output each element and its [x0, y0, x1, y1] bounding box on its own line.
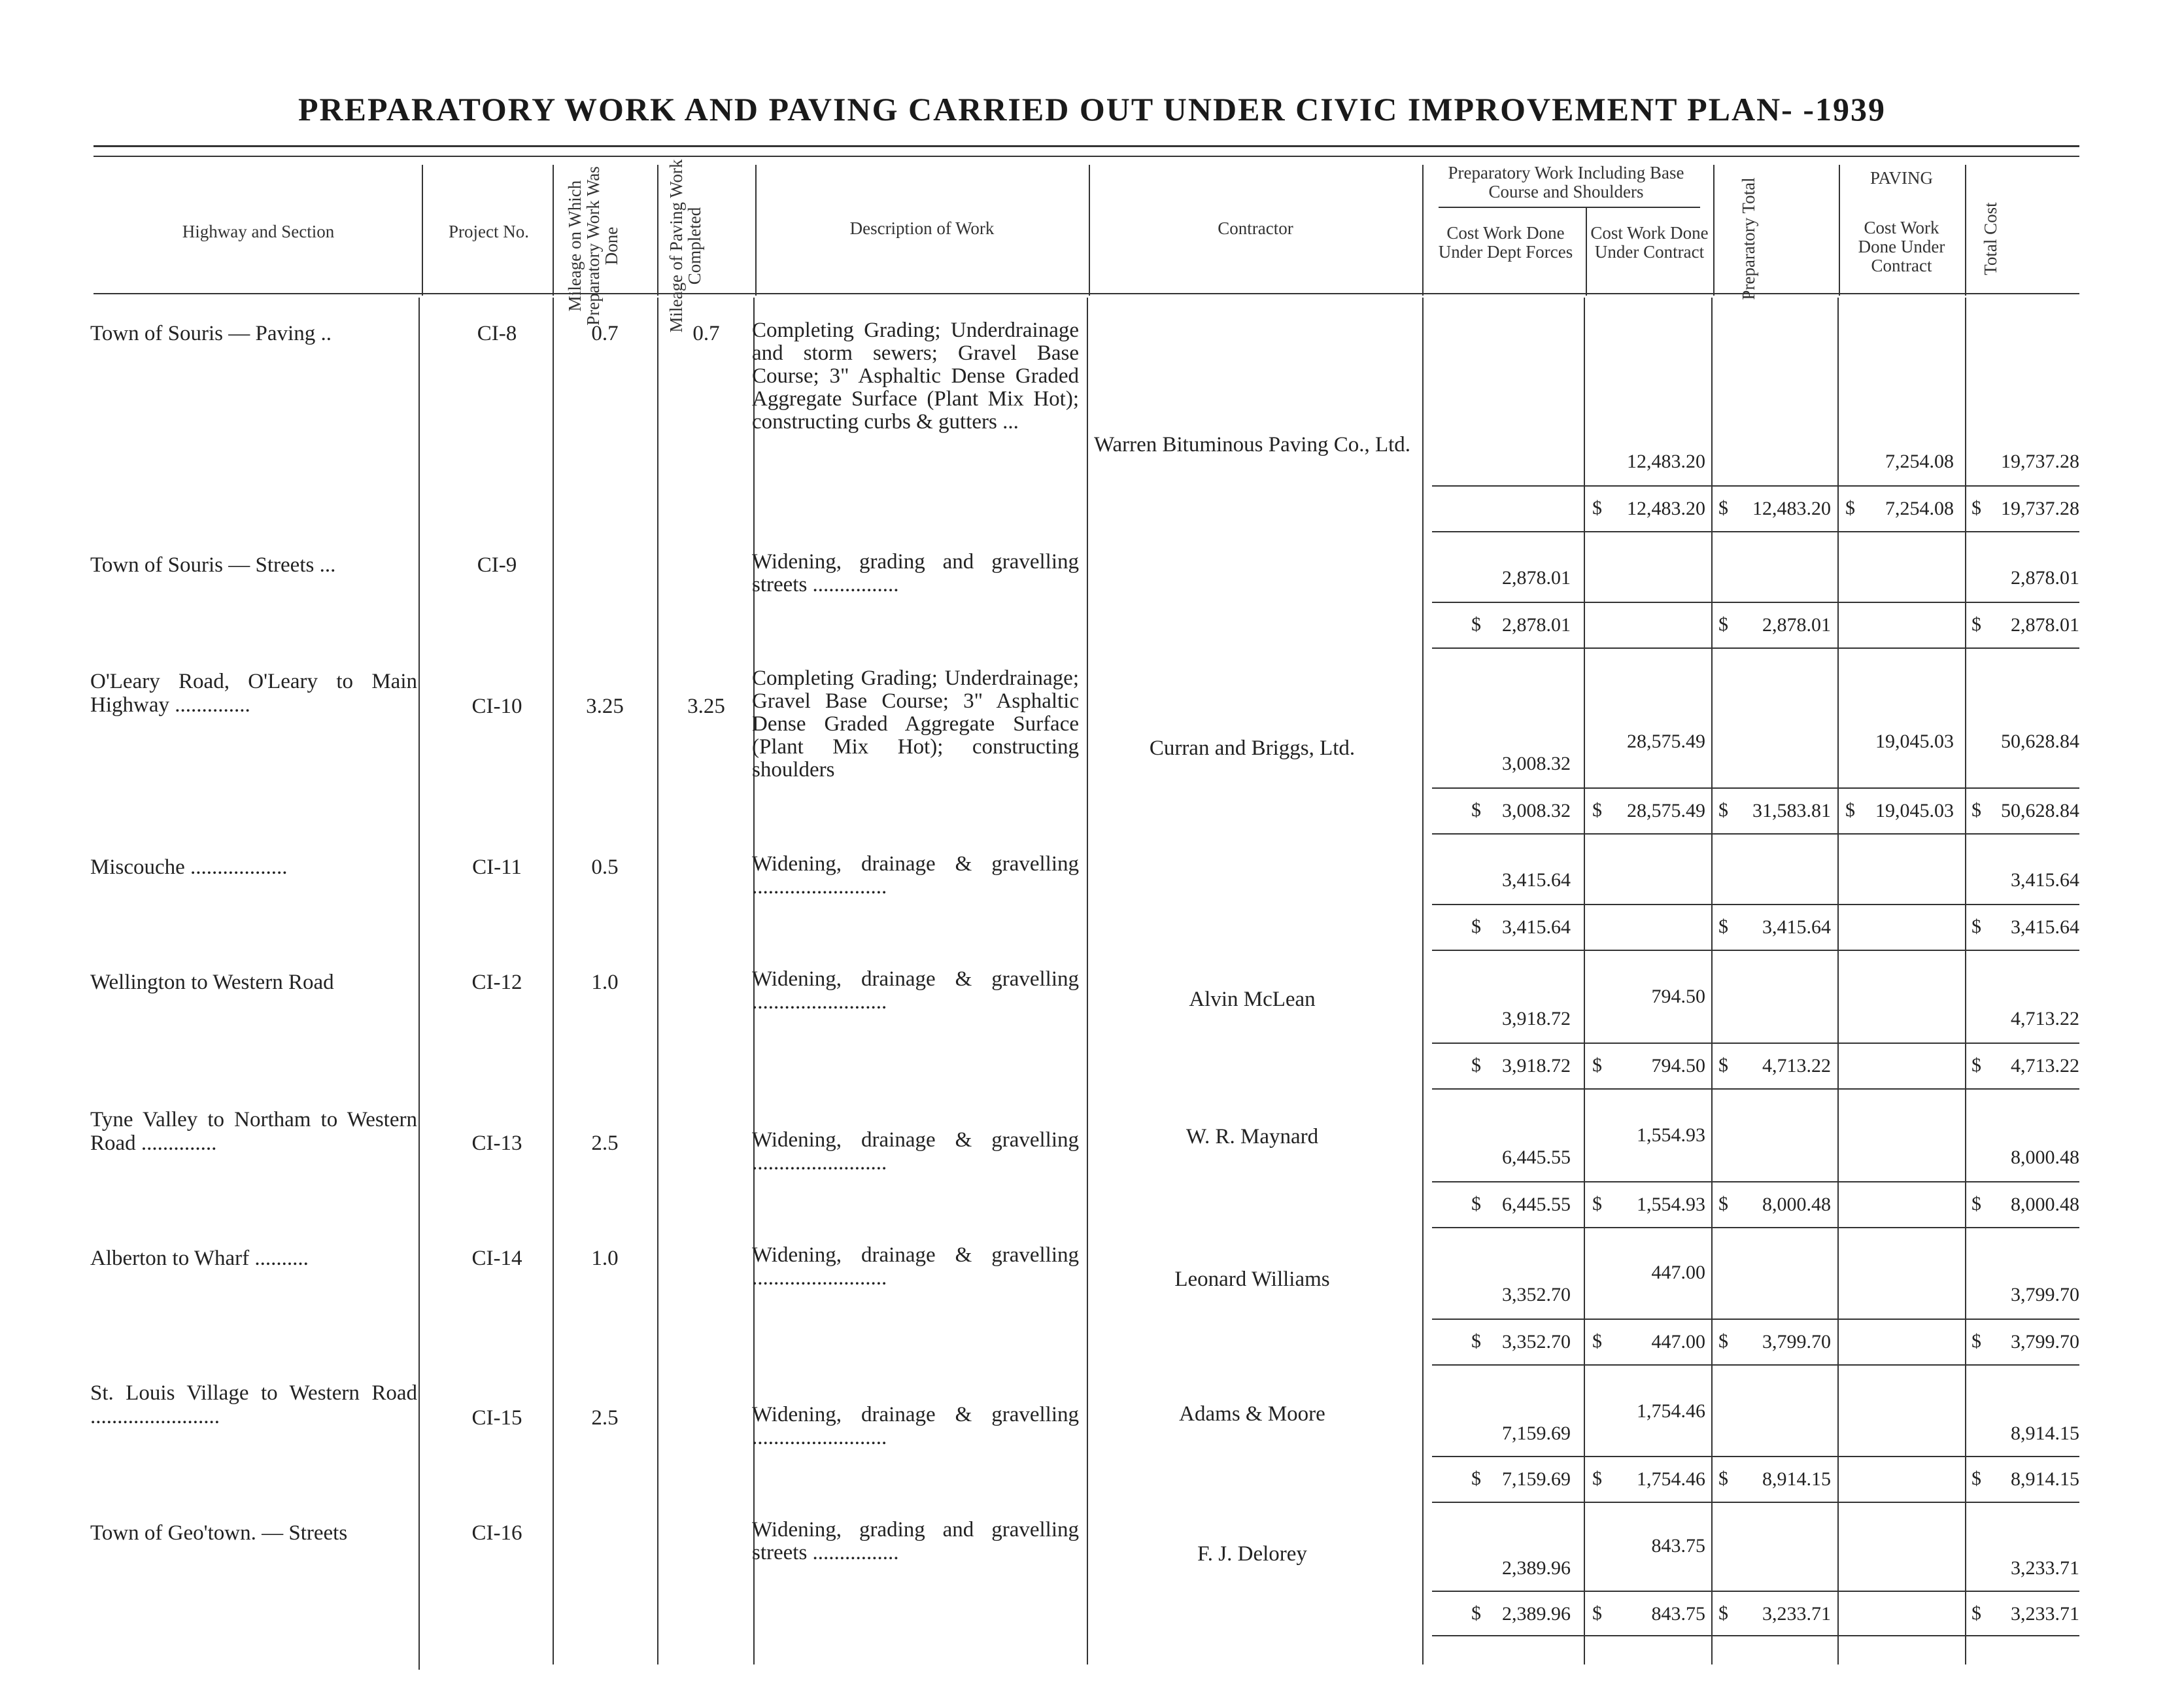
subtotal-prep-total: 8,914.15 — [1762, 1468, 1831, 1490]
subtotal-prep-total: 4,713.22 — [1762, 1055, 1831, 1077]
row-contractor: Warren Bituminous Paving Co., Ltd. — [1093, 433, 1411, 457]
row-project: CI-9 — [477, 553, 517, 577]
row-total-cost: 4,713.22 — [2011, 1008, 2079, 1029]
row-end-rule — [1432, 1227, 2079, 1228]
row-highway: Alberton to Wharf .......... — [90, 1247, 309, 1270]
subtotal-cost-dept: 7,159.69 — [1502, 1468, 1571, 1490]
row-description: Completing Grading; Underdrainage; Gravel Base Course; 3" Asphaltic Dense Graded Aggregate Surface (Plant Mix Hot); constructing shoulders — [752, 666, 1079, 782]
subtotal-cost-contract: 447.00 — [1651, 1331, 1705, 1353]
row-contractor: Adams & Moore — [1179, 1402, 1325, 1426]
subtotal-cost-contract: 12,483.20 — [1627, 498, 1705, 519]
header-prep-group: Preparatory Work Including Base Course and Shoulders — [1448, 163, 1684, 201]
subtotal-total: 3,799.70 — [2011, 1331, 2079, 1353]
row-description: Widening, grading and gravelling streets ................ — [752, 1518, 1079, 1564]
row-total-cost: 8,000.48 — [2011, 1147, 2079, 1168]
subtotal-total: 2,878.01 — [2011, 614, 2079, 636]
row-end-rule — [1432, 1502, 2079, 1503]
row-description: Widening, drainage & gravelling ......................... — [752, 967, 1079, 1014]
header-paving-cost: Cost Work Done Under Contract — [1858, 218, 1945, 275]
row-highway: Town of Souris — Paving .. — [90, 322, 332, 345]
row-highway: Tyne Valley to Northam to Western Road .............. — [90, 1108, 417, 1155]
subtotal-total: 8,000.48 — [2011, 1194, 2079, 1215]
header-top-rule-2 — [94, 156, 2079, 157]
col-divider — [1422, 298, 1424, 1664]
row-paving-cost: 19,045.03 — [1875, 731, 1954, 752]
row-project: CI-16 — [471, 1521, 522, 1545]
col-divider — [1422, 165, 1424, 296]
header-description: Description of Work — [849, 218, 995, 238]
subtotal-rule — [1432, 602, 2079, 603]
col-divider — [1965, 165, 1966, 296]
subtotal-total: 3,233.71 — [2011, 1603, 2079, 1625]
row-mileage-paving: 3.25 — [687, 695, 725, 718]
row-cost-contract: 1,554.93 — [1637, 1124, 1705, 1146]
subtotal-rule — [1432, 787, 2079, 789]
subtotal-cost-dept: 3,008.32 — [1502, 800, 1571, 821]
header-mileage-prep: Mileage on Which Preparatory Work Was Done — [565, 166, 621, 326]
dollar-sign: $ — [1718, 1193, 1728, 1215]
subtotal-cost-contract: 794.50 — [1651, 1055, 1705, 1077]
subtotal-cost-dept: 2,389.96 — [1502, 1603, 1571, 1625]
header-highway: Highway and Section — [182, 222, 335, 241]
row-project: CI-11 — [472, 855, 522, 879]
row-cost-contract: 843.75 — [1651, 1535, 1705, 1557]
header-cost-contract: Cost Work Done Under Contract — [1590, 223, 1709, 262]
row-description: Widening, drainage & gravelling ......................... — [752, 1403, 1079, 1449]
page-title: PREPARATORY WORK AND PAVING CARRIED OUT UNDER CIVIC IMPROVEMENT PLAN- -1939 — [298, 91, 1886, 128]
dollar-sign: $ — [1471, 1054, 1481, 1076]
row-cost-contract: 794.50 — [1651, 986, 1705, 1007]
row-total-cost: 3,233.71 — [2011, 1557, 2079, 1579]
subtotal-rule — [1432, 485, 2079, 487]
col-divider — [418, 298, 420, 1670]
row-description: Completing Grading; Underdrainage and storm sewers; Gravel Base Course; 3" Asphaltic Dense Graded Aggregate Surface (Plant Mix Hot); constructing curbs & gutters ... — [752, 319, 1079, 434]
row-mileage-prep: 2.5 — [591, 1406, 619, 1430]
row-project: CI-15 — [471, 1406, 522, 1430]
dollar-sign: $ — [1592, 1468, 1602, 1489]
subtotal-prep-total: 3,415.64 — [1762, 916, 1831, 938]
col-divider — [1586, 208, 1587, 296]
row-total-cost: 50,628.84 — [2001, 731, 2079, 752]
subtotal-paving: 19,045.03 — [1875, 800, 1954, 821]
row-highway: Town of Souris — Streets ... — [90, 553, 336, 577]
col-divider — [657, 165, 658, 296]
dollar-sign: $ — [1471, 799, 1481, 821]
subtotal-total: 3,415.64 — [2011, 916, 2079, 938]
header-project: Project No. — [449, 222, 529, 241]
prep-group-rule — [1439, 207, 1700, 208]
row-mileage-prep: 0.7 — [591, 322, 619, 345]
dollar-sign: $ — [1971, 1602, 1981, 1624]
col-divider — [1087, 298, 1088, 1664]
col-divider — [657, 298, 658, 1664]
row-cost-dept: 3,352.70 — [1502, 1284, 1571, 1305]
row-mileage-prep: 0.5 — [591, 855, 619, 879]
row-total-cost: 19,737.28 — [2001, 451, 2079, 472]
row-mileage-prep: 3.25 — [586, 695, 624, 718]
row-end-rule — [1432, 950, 2079, 951]
row-cost-dept: 3,008.32 — [1502, 753, 1571, 774]
row-cost-dept: 7,159.69 — [1502, 1422, 1571, 1444]
row-cost-contract: 1,754.46 — [1637, 1400, 1705, 1422]
row-end-rule — [1432, 833, 2079, 835]
row-description: Widening, drainage & gravelling ......................... — [752, 1243, 1079, 1290]
subtotal-cost-contract: 843.75 — [1651, 1603, 1705, 1625]
row-project: CI-14 — [471, 1247, 522, 1270]
dollar-sign: $ — [1718, 916, 1728, 937]
row-project: CI-8 — [477, 322, 517, 345]
dollar-sign: $ — [1592, 799, 1602, 821]
dollar-sign: $ — [1471, 1193, 1481, 1215]
dollar-sign: $ — [1592, 1054, 1602, 1076]
row-contractor: Curran and Briggs, Ltd. — [1149, 736, 1356, 760]
header-prep-total: Preparatory Total — [1739, 177, 1758, 300]
dollar-sign: $ — [1471, 916, 1481, 937]
row-highway: St. Louis Village to Western Road ........................ — [90, 1381, 417, 1428]
row-cost-dept: 2,878.01 — [1502, 567, 1571, 589]
header-mileage-paving: Mileage of Paving Work Completed — [666, 159, 704, 333]
row-total-cost: 3,799.70 — [2011, 1284, 2079, 1305]
dollar-sign: $ — [1971, 1468, 1981, 1489]
dollar-sign: $ — [1592, 1330, 1602, 1352]
subtotal-cost-dept: 3,415.64 — [1502, 916, 1571, 938]
dollar-sign: $ — [1718, 1602, 1728, 1624]
subtotal-rule — [1432, 1043, 2079, 1044]
dollar-sign: $ — [1845, 497, 1855, 519]
col-divider — [1839, 165, 1840, 296]
dollar-sign: $ — [1471, 1602, 1481, 1624]
dollar-sign: $ — [1471, 1330, 1481, 1352]
row-end-rule — [1432, 1364, 2079, 1366]
subtotal-rule — [1432, 1591, 2079, 1592]
row-cost-dept: 3,918.72 — [1502, 1008, 1571, 1029]
row-contractor: W. R. Maynard — [1186, 1125, 1319, 1148]
dollar-sign: $ — [1592, 1602, 1602, 1624]
subtotal-paving: 7,254.08 — [1885, 498, 1954, 519]
row-mileage-prep: 2.5 — [591, 1131, 619, 1155]
col-divider — [755, 165, 757, 296]
row-cost-contract: 447.00 — [1651, 1262, 1705, 1283]
row-highway: O'Leary Road, O'Leary to Main Highway .............. — [90, 670, 417, 717]
subtotal-cost-dept: 3,918.72 — [1502, 1055, 1571, 1077]
subtotal-cost-contract: 1,554.93 — [1637, 1194, 1705, 1215]
subtotal-cost-contract: 28,575.49 — [1627, 800, 1705, 821]
col-divider — [422, 165, 423, 296]
dollar-sign: $ — [1718, 799, 1728, 821]
row-end-rule — [1432, 1635, 2079, 1636]
subtotal-total: 50,628.84 — [2001, 800, 2079, 821]
subtotal-rule — [1432, 1456, 2079, 1457]
header-top-rule — [94, 145, 2079, 147]
subtotal-cost-dept: 3,352.70 — [1502, 1331, 1571, 1353]
header-contractor: Contractor — [1218, 218, 1293, 238]
row-end-rule — [1432, 531, 2079, 532]
subtotal-rule — [1432, 1181, 2079, 1182]
row-highway: Wellington to Western Road — [90, 971, 334, 994]
header-paving-group: PAVING — [1869, 168, 1934, 188]
row-cost-contract: 12,483.20 — [1627, 451, 1705, 472]
subtotal-total: 8,914.15 — [2011, 1468, 2079, 1490]
dollar-sign: $ — [1471, 1468, 1481, 1489]
dollar-sign: $ — [1718, 497, 1728, 519]
dollar-sign: $ — [1718, 1468, 1728, 1489]
row-end-rule — [1432, 647, 2079, 649]
row-description: Widening, drainage & gravelling ......................... — [752, 852, 1079, 899]
dollar-sign: $ — [1971, 916, 1981, 937]
row-description: Widening, grading and gravelling streets ................ — [752, 550, 1079, 596]
row-total-cost: 3,415.64 — [2011, 869, 2079, 891]
dollar-sign: $ — [1845, 799, 1855, 821]
subtotal-cost-dept: 6,445.55 — [1502, 1194, 1571, 1215]
row-cost-dept: 6,445.55 — [1502, 1147, 1571, 1168]
subtotal-cost-contract: 1,754.46 — [1637, 1468, 1705, 1490]
row-contractor: F. J. Delorey — [1197, 1542, 1307, 1566]
row-project: CI-12 — [471, 971, 522, 994]
row-contractor: Leonard Williams — [1174, 1267, 1330, 1291]
row-project: CI-10 — [471, 695, 522, 718]
row-mileage-prep: 1.0 — [591, 971, 619, 994]
row-paving-cost: 7,254.08 — [1885, 451, 1954, 472]
dollar-sign: $ — [1971, 1054, 1981, 1076]
col-divider — [1713, 165, 1715, 296]
subtotal-prep-total: 3,799.70 — [1762, 1331, 1831, 1353]
dollar-sign: $ — [1971, 799, 1981, 821]
subtotal-cost-dept: 2,878.01 — [1502, 614, 1571, 636]
subtotal-prep-total: 12,483.20 — [1752, 498, 1831, 519]
subtotal-total: 19,737.28 — [2001, 498, 2079, 519]
dollar-sign: $ — [1718, 1330, 1728, 1352]
header-cost-dept: Cost Work Done Under Dept Forces — [1438, 223, 1573, 262]
dollar-sign: $ — [1971, 1330, 1981, 1352]
row-project: CI-13 — [471, 1131, 522, 1155]
row-highway: Town of Geo'town. — Streets — [90, 1521, 348, 1545]
row-cost-dept: 3,415.64 — [1502, 869, 1571, 891]
subtotal-prep-total: 3,233.71 — [1762, 1603, 1831, 1625]
row-cost-contract: 28,575.49 — [1627, 731, 1705, 752]
subtotal-prep-total: 31,583.81 — [1752, 800, 1831, 821]
subtotal-rule — [1432, 904, 2079, 905]
row-contractor: Alvin McLean — [1189, 988, 1316, 1011]
dollar-sign: $ — [1718, 613, 1728, 635]
row-highway: Miscouche .................. — [90, 855, 288, 879]
dollar-sign: $ — [1971, 1193, 1981, 1215]
dollar-sign: $ — [1971, 613, 1981, 635]
col-divider — [553, 298, 554, 1664]
row-description: Widening, drainage & gravelling ......................... — [752, 1128, 1079, 1175]
subtotal-rule — [1432, 1319, 2079, 1320]
col-divider — [1089, 165, 1090, 296]
row-total-cost: 2,878.01 — [2011, 567, 2079, 589]
subtotal-prep-total: 2,878.01 — [1762, 614, 1831, 636]
dollar-sign: $ — [1592, 1193, 1602, 1215]
row-cost-dept: 2,389.96 — [1502, 1557, 1571, 1579]
dollar-sign: $ — [1718, 1054, 1728, 1076]
subtotal-total: 4,713.22 — [2011, 1055, 2079, 1077]
dollar-sign: $ — [1592, 497, 1602, 519]
header-total-cost: Total Cost — [1981, 202, 2000, 275]
row-end-rule — [1432, 1088, 2079, 1090]
dollar-sign: $ — [1471, 613, 1481, 635]
row-mileage-prep: 1.0 — [591, 1247, 619, 1270]
subtotal-prep-total: 8,000.48 — [1762, 1194, 1831, 1215]
col-divider — [553, 165, 554, 296]
row-mileage-paving: 0.7 — [692, 322, 720, 345]
row-total-cost: 8,914.15 — [2011, 1422, 2079, 1444]
dollar-sign: $ — [1971, 497, 1981, 519]
